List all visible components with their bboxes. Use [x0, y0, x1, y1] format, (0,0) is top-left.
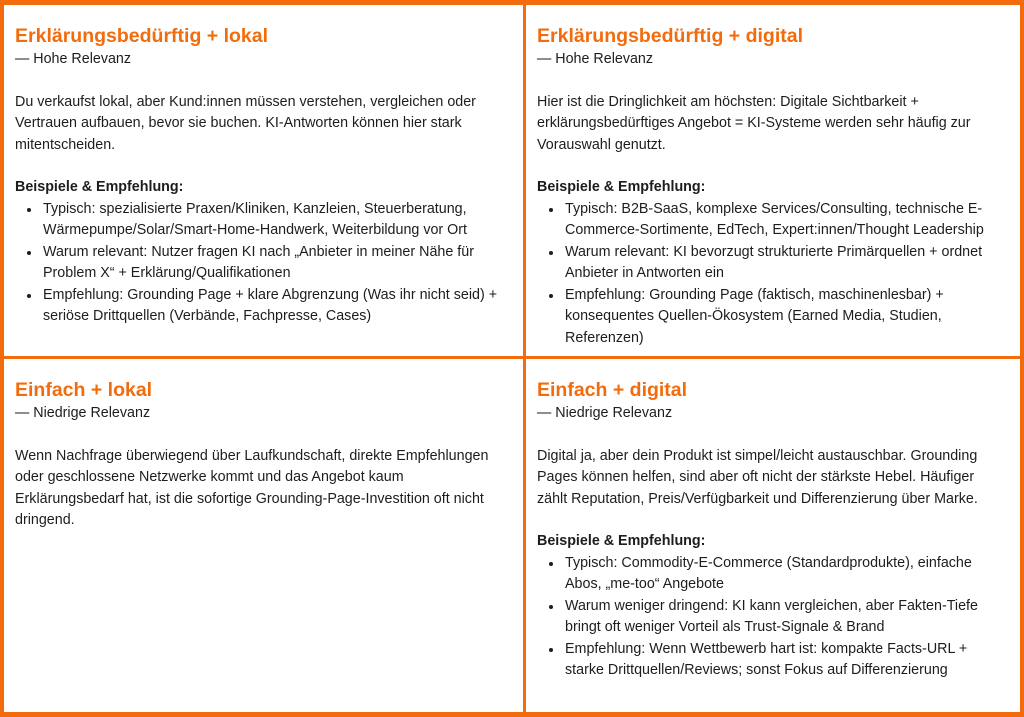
quadrant-title: Erklärungsbedürftig + lokal [15, 25, 269, 47]
list-item: • Typisch: B2B-SaaS, komplexe Services/Consulting, technische E-Commerce-Sortimente, EdTech, Expert:innen/Thought Leadership [563, 199, 1008, 242]
examples-list [15, 199, 511, 328]
quadrant-description: Wenn Nachfrage überwiegend über Laufkundschaft, direkte Empfehlungen oder geschlossene Netzwerke kommt und das Angebot kaum Erklärungsbedarf hat, ist die sofortige Grounding-Page-Investition oft nicht dringend. [15, 447, 489, 528]
relevance-label: — Niedrige Relevanz [537, 405, 673, 421]
list-item: • Warum relevant: KI bevorzugt strukturierte Primärquellen + ordnet Anbieter in Antworten ein [563, 242, 1008, 285]
relevance-label: — Hohe Relevanz [537, 51, 654, 67]
relevance-label: — Hohe Relevanz [15, 51, 132, 67]
list-item: • Warum weniger dringend: KI kann vergleichen, aber Fakten-Tiefe bringt oft weniger Vorteil als Trust-Signale & Brand [563, 596, 1008, 639]
examples-list [537, 553, 1008, 682]
examples-heading: Beispiele & Empfehlung: [537, 533, 706, 549]
examples-list [537, 199, 1008, 350]
list-item: • Typisch: spezialisierte Praxen/Kliniken, Kanzleien, Steuerberatung, Wärmepumpe/Solar/Smart-Home-Handwerk, Weiterbildung vor Ort [41, 199, 511, 242]
list-item: • Warum relevant: Nutzer fragen KI nach „Anbieter in meiner Nähe für Problem X“ + Erklärung/Qualifikationen [41, 242, 511, 285]
quadrant-description: Hier ist die Dringlichkeit am höchsten: Digitale Sichtbarkeit + erklärungsbedürftiges Angebot = KI-Systeme werden sehr häufig zur Vorauswahl genutzt. [537, 93, 971, 153]
list-item: • Empfehlung: Wenn Wettbewerb hart ist: kompakte Facts-URL + starke Drittquellen/Reviews; sonst Fokus auf Differenzierung [563, 639, 1008, 682]
list-item: • Empfehlung: Grounding Page + klare Abgrenzung (Was ihr nicht seid) + seriöse Drittquellen (Verbände, Fachpresse, Cases) [41, 285, 511, 328]
quadrant-simple-local [4, 359, 523, 712]
quadrant-title: Einfach + lokal [15, 379, 153, 401]
examples-heading: Beispiele & Empfehlung: [15, 179, 184, 195]
quadrant-explanatory-digital [526, 5, 1020, 356]
relevance-label: — Niedrige Relevanz [15, 405, 151, 421]
quadrant-simple-digital [526, 359, 1020, 712]
list-item: • Typisch: Commodity-E-Commerce (Standardprodukte), einfache Abos, „me-too“ Angebote [563, 553, 1008, 596]
quadrant-title: Einfach + digital [537, 379, 688, 401]
examples-heading: Beispiele & Empfehlung: [537, 179, 706, 195]
quadrant-description: Digital ja, aber dein Produkt ist simpel/leicht austauschbar. Grounding Pages können helfen, sind aber oft nicht der stärkste Hebel. Häufiger zählt Reputation, Preis/Verfügbarkeit und Differenzierung über Marke. [537, 447, 978, 507]
quadrant-description: Du verkaufst lokal, aber Kund:innen müssen verstehen, vergleichen oder Vertrauen aufbauen, bevor sie buchen. KI-Antworten können hier stark mitentscheiden. [15, 93, 476, 153]
list-item: • Empfehlung: Grounding Page (faktisch, maschinenlesbar) + konsequentes Quellen-Ökosystem (Earned Media, Studien, Referenzen) [563, 285, 1008, 350]
quadrant-title: Erklärungsbedürftig + digital [537, 25, 803, 47]
quadrant-explanatory-local [4, 5, 523, 356]
